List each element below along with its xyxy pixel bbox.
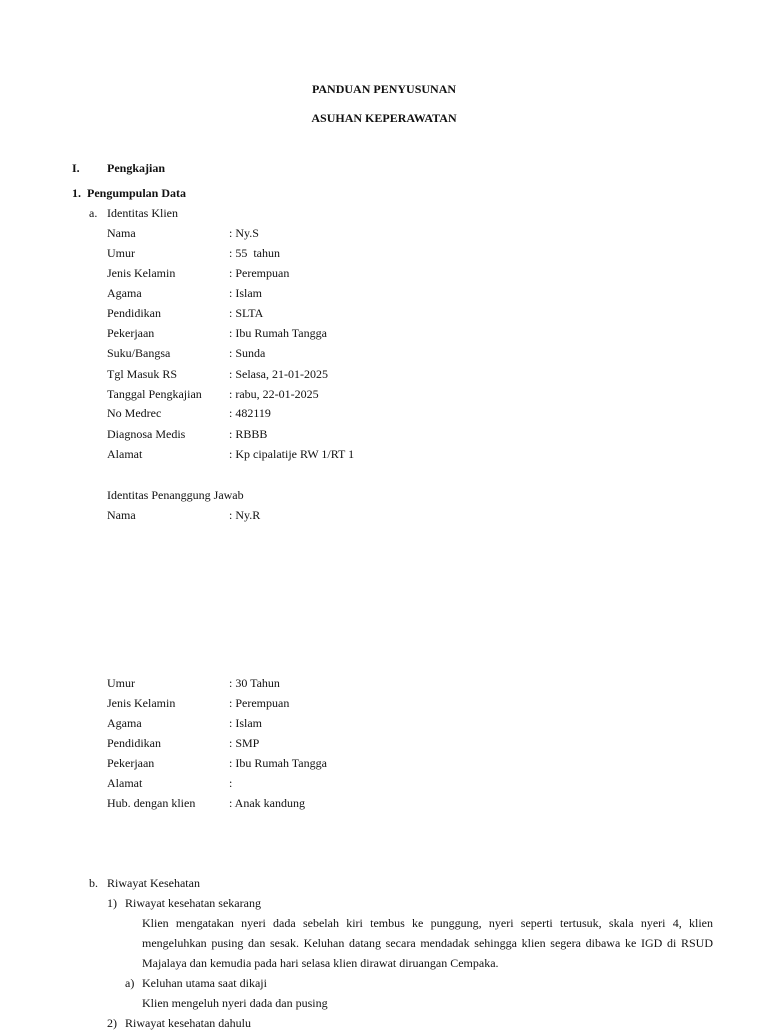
riwayat-item1-marker: 1) xyxy=(107,896,117,910)
field-label: Jenis Kelamin xyxy=(107,266,176,280)
field-label: Umur xyxy=(107,246,135,260)
identitas-klien-title: Identitas Klien xyxy=(107,206,178,220)
document-title-line-2: ASUHAN KEPERAWATAN xyxy=(311,111,457,125)
field-label: No Medrec xyxy=(107,406,162,420)
field-value: : xyxy=(229,776,233,790)
field-label: Tanggal Pengkajian xyxy=(107,387,202,401)
field-value: : Ny.S xyxy=(229,226,259,240)
subsection-title: 1. Pengumpulan Data xyxy=(72,186,187,200)
field-label: Alamat xyxy=(107,776,143,790)
riwayat-title: Riwayat Kesehatan xyxy=(107,876,200,890)
field-label: Suku/Bangsa xyxy=(107,346,171,360)
field-label: Hub. dengan klien xyxy=(107,796,196,810)
penanggung-jawab-title: Identitas Penanggung Jawab xyxy=(107,488,244,502)
field-label: Agama xyxy=(107,716,142,730)
field-label: Pendidikan xyxy=(107,306,161,320)
field-label: Tgl Masuk RS xyxy=(107,367,178,381)
field-value: : RBBB xyxy=(229,427,268,441)
field-value: : 482119 xyxy=(229,406,271,420)
riwayat-item2-title: Riwayat kesehatan dahulu xyxy=(125,1016,251,1030)
field-label: Umur xyxy=(107,676,135,690)
field-label: Pekerjaan xyxy=(107,756,155,770)
field-value: : Ibu Rumah Tangga xyxy=(229,756,327,770)
field-label: Jenis Kelamin xyxy=(107,696,176,710)
field-value: : Sunda xyxy=(229,346,266,360)
riwayat-marker: b. xyxy=(89,876,98,890)
riwayat-item1-title: Riwayat kesehatan sekarang xyxy=(125,896,261,910)
riwayat-sekarang-paragraph: Klien mengatakan nyeri dada sebelah kiri tembus ke punggung, nyeri seperti tertusuk, skala nyeri 4, klien mengeluhkan pusing dan sesak. Keluhan datang secara mendadak sehingga klien segera dibawa ke IGD di RSUD Majalaya dan kemudia pada hari selasa klien dirawat diruangan Cempaka. xyxy=(142,916,713,970)
field-value: : 55 tahun xyxy=(229,246,280,260)
field-value: : Ibu Rumah Tangga xyxy=(229,326,327,340)
field-label: Pendidikan xyxy=(107,736,161,750)
field-label: Nama xyxy=(107,226,136,240)
riwayat-item2-marker: 2) xyxy=(107,1016,117,1030)
field-label: Agama xyxy=(107,286,142,300)
section-number: I. xyxy=(72,161,80,175)
field-value: : SMP xyxy=(229,736,260,750)
field-value: : SLTA xyxy=(229,306,264,320)
field-value: : Anak kandung xyxy=(229,796,305,810)
keluhan-utama-title: Keluhan utama saat dikaji xyxy=(142,976,267,990)
document-title-line-1: PANDUAN PENYUSUNAN xyxy=(311,82,457,96)
keluhan-utama-marker: a) xyxy=(125,976,135,990)
field-value: : Perempuan xyxy=(229,696,290,710)
keluhan-utama-text: Klien mengeluh nyeri dada dan pusing xyxy=(142,996,328,1010)
field-label: Diagnosa Medis xyxy=(107,427,186,441)
field-value: : Kp cipalatije RW 1/RT 1 xyxy=(229,447,355,461)
identitas-klien-marker: a. xyxy=(89,206,98,220)
field-value: : Selasa, 21-01-2025 xyxy=(229,367,328,381)
field-value: : 30 Tahun xyxy=(229,676,280,690)
field-value: : rabu, 22-01-2025 xyxy=(229,387,319,401)
field-value: : Islam xyxy=(229,716,262,730)
field-label: Nama xyxy=(107,508,136,522)
field-value: : Ny.R xyxy=(229,508,261,522)
section-title: Pengkajian xyxy=(107,161,166,175)
field-label: Alamat xyxy=(107,447,143,461)
field-value: : Islam xyxy=(229,286,262,300)
field-label: Pekerjaan xyxy=(107,326,155,340)
field-value: : Perempuan xyxy=(229,266,290,280)
